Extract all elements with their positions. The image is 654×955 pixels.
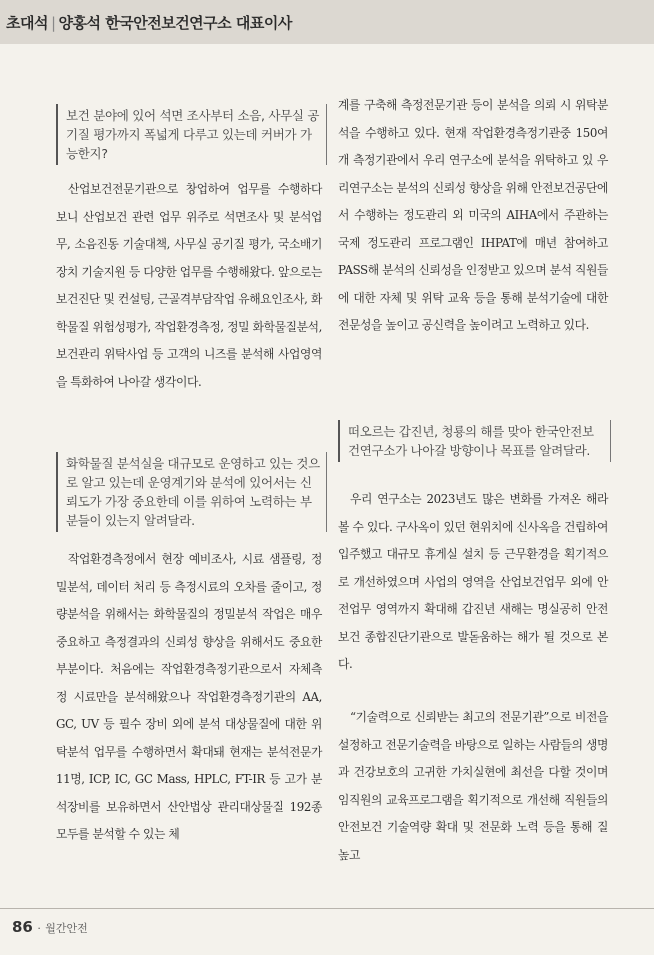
footer-divider: [0, 908, 654, 909]
question-box-2: [56, 452, 327, 532]
answer-paragraph-2: 작업환경측정에서 현장 예비조사, 시료 샘플링, 정밀분석, 데이터 처리 등 측정시료의 오차를 줄이고, 정량분석을 위해서는 화학물질의 정밀분석 작업은 매우 중요하고 측정결과의 신뢰성 향상을 위해서도 중요한 부분이다. 처음에는 작업환경측정기관으로서 자체측정 시료만을 분석해왔으나 작업환경측정기관의 AA, GC, UV 등 필수 장비 외에 분석 대상물질에 대한 위탁분석 업무를 수행하면서 확대돼 현재는 분석전문가 11명, ICP, IC, GC Mass, HPLC, FT-IR 등 고가 분석장비를 보유하면서 산안법상 관리대상물질 192종 모두를 분석할 수 있는 체: [56, 552, 322, 841]
article-title: 양홍석 한국안전보건연구소 대표이사: [58, 14, 292, 32]
header-separator: |: [50, 14, 56, 32]
question-text: 보건 분야에 있어 석면 조사부터 소음, 사무실 공기질 평가까지 폭넓게 다루고 있는데 커버가 가능한지?: [66, 108, 320, 161]
question-text: 화학물질 분석실을 대규모로 운영하고 있는 것으로 알고 있는데 운영계기와 분석에 있어서는 신뢰도가 가장 중요한데 이를 위하여 노력하는 부분들이 있는지 알려달라.: [66, 456, 320, 528]
page-header: [6, 12, 292, 33]
answer-paragraph-3: 우리 연구소는 2023년도 많은 변화를 가져온 해라 볼 수 있다. 구사옥이 있던 현위치에 신사옥을 건립하여 입주했고 대규모 휴게실 설치 등 근무환경을 획기적으로 개선하였으며 사업의 영역을 산업보건업무 외에 안전업무 영역까지 확대해 갑진년 새해는 명실공히 안전보건 종합진단기관으로 발돋움하는 해가 될 것으로 본다.: [338, 492, 608, 671]
answer-paragraph-2-continued: 계를 구축해 측정전문기관 등이 분석을 의뢰 시 위탁분석을 수행하고 있다. 현재 작업환경측정기관중 150여개 측정기관에서 우리 연구소에 분석을 위탁하고 있 우리연구소는 분석의 신뢰성 향상을 위해 안전보건공단에서 수행하는 정도관리 외 미국의 AIHA에서 주관하는 국제 정도관리 프로그램인 IHPAT에 매년 참여하고 PASS해 분석의 신뢰성을 인정받고 있으며 분석 직원들에 대한 자체 및 위탁 교육 등을 통해 분석기술에 대한 전문성을 높이고 공신력을 높이려고 노력하고 있다.: [338, 98, 608, 332]
answer-paragraph-4: “기술력으로 신뢰받는 최고의 전문기관”으로 비전을 설정하고 전문기술력을 바탕으로 일하는 사람들의 생명과 건강보호의 고귀한 가치실현에 최선을 다할 것이며 임직원의 교육프로그램을 획기적으로 개선해 직원들의 안전보건 기술역량 확대 및 전문화 노력 등을 통해 질 높고: [338, 710, 608, 862]
footer-dot: ·: [37, 922, 41, 935]
page-footer: [12, 918, 88, 936]
question-box-3: [338, 420, 611, 462]
answer-paragraph-1: 산업보건전문기관으로 창업하여 업무를 수행하다 보니 산업보건 관련 업무 위주로 석면조사 및 분석업무, 소음진동 기술대책, 사무실 공기질 평가, 국소배기장치 기술지원 등 다양한 업무를 수행해왔다. 앞으로는 보건진단 및 컨설팅, 근골격부담작업 유해요인조사, 화학물질 위험성평가, 작업환경측정, 정밀 화학물질분석, 보건관리 위탁사업 등 고객의 니즈를 분석해 사업영역을 특화하여 나아갈 생각이다.: [56, 182, 322, 389]
section-label: 초대석: [6, 14, 48, 32]
magazine-name: 월간안전: [45, 922, 88, 935]
page-number: 86: [12, 918, 33, 936]
header-bar: [0, 0, 654, 44]
question-text: 떠오르는 갑진년, 청룡의 해를 맞아 한국안전보건연구소가 나아갈 방향이나 목표를 알려달라.: [348, 424, 594, 458]
question-box-1: [56, 104, 327, 165]
